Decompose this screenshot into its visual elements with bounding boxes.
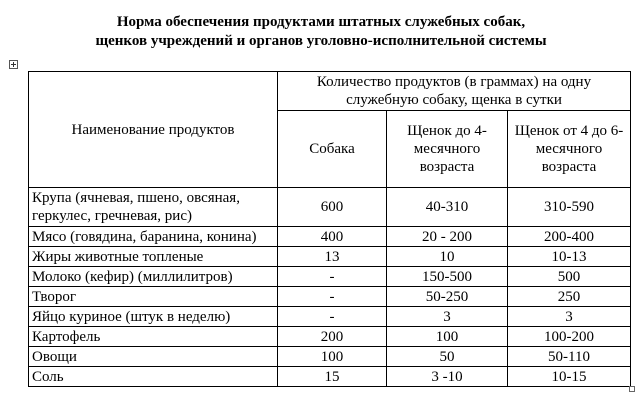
product-name: Крупа (ячневая, пшено, овсяная, геркулес, гречневая, рис) [29,188,278,227]
dog-amount: 200 [278,327,387,347]
product-name: Яйцо куриное (штук в неделю) [29,307,278,327]
table-row [29,287,631,307]
table-row [29,347,631,367]
title-line-1: Норма обеспечения продуктами штатных служебных собак, [116,14,526,30]
product-name: Творог [29,287,278,307]
document-title [0,13,642,51]
puppy-4-to-6-amount: 250 [508,287,631,307]
puppy-under-4-amount: 3 -10 [387,367,508,387]
puppy-4-to-6-amount: 200-400 [508,227,631,247]
puppy-under-4-amount: 50 [387,347,508,367]
header-dog: Собака [278,111,387,188]
table-row [29,307,631,327]
table-row [29,227,631,247]
table-row [29,188,631,227]
table-resize-handle[interactable] [629,386,635,392]
puppy-under-4-amount: 150-500 [387,267,508,287]
header-quantity-group: Количество продуктов (в граммах) на одну служебную собаку, щенка в сутки [278,72,631,111]
product-name: Молоко (кефир) (миллилитров) [29,267,278,287]
puppy-4-to-6-amount: 310-590 [508,188,631,227]
dog-amount: - [278,307,387,327]
puppy-4-to-6-amount: 10-15 [508,367,631,387]
dog-amount: - [278,267,387,287]
puppy-4-to-6-amount: 50-110 [508,347,631,367]
title-line-2: щенков учреждений и органов уголовно-исполнительной системы [95,33,547,49]
puppy-4-to-6-amount: 3 [508,307,631,327]
product-name: Жиры животные топленые [29,247,278,267]
puppy-under-4-amount: 3 [387,307,508,327]
table-move-handle-icon[interactable] [9,60,18,69]
dog-amount: 100 [278,347,387,367]
puppy-under-4-amount: 20 - 200 [387,227,508,247]
table-row [29,367,631,387]
puppy-under-4-amount: 10 [387,247,508,267]
puppy-under-4-amount: 100 [387,327,508,347]
dog-amount: 400 [278,227,387,247]
table-row [29,247,631,267]
table-row [29,327,631,347]
puppy-4-to-6-amount: 500 [508,267,631,287]
puppy-under-4-amount: 50-250 [387,287,508,307]
header-puppy-4-to-6: Щенок от 4 до 6-месячного возраста [508,111,631,188]
dog-amount: 13 [278,247,387,267]
product-name: Мясо (говядина, баранина, конина) [29,227,278,247]
header-puppy-under-4: Щенок до 4-месячного возраста [387,111,508,188]
dog-amount: 15 [278,367,387,387]
product-name: Овощи [29,347,278,367]
puppy-4-to-6-amount: 100-200 [508,327,631,347]
header-product-name: Наименование продуктов [29,72,278,188]
product-name: Картофель [29,327,278,347]
product-name: Соль [29,367,278,387]
dog-amount: - [278,287,387,307]
puppy-under-4-amount: 40-310 [387,188,508,227]
table-row [29,267,631,287]
food-norms-table [28,71,631,387]
dog-amount: 600 [278,188,387,227]
puppy-4-to-6-amount: 10-13 [508,247,631,267]
